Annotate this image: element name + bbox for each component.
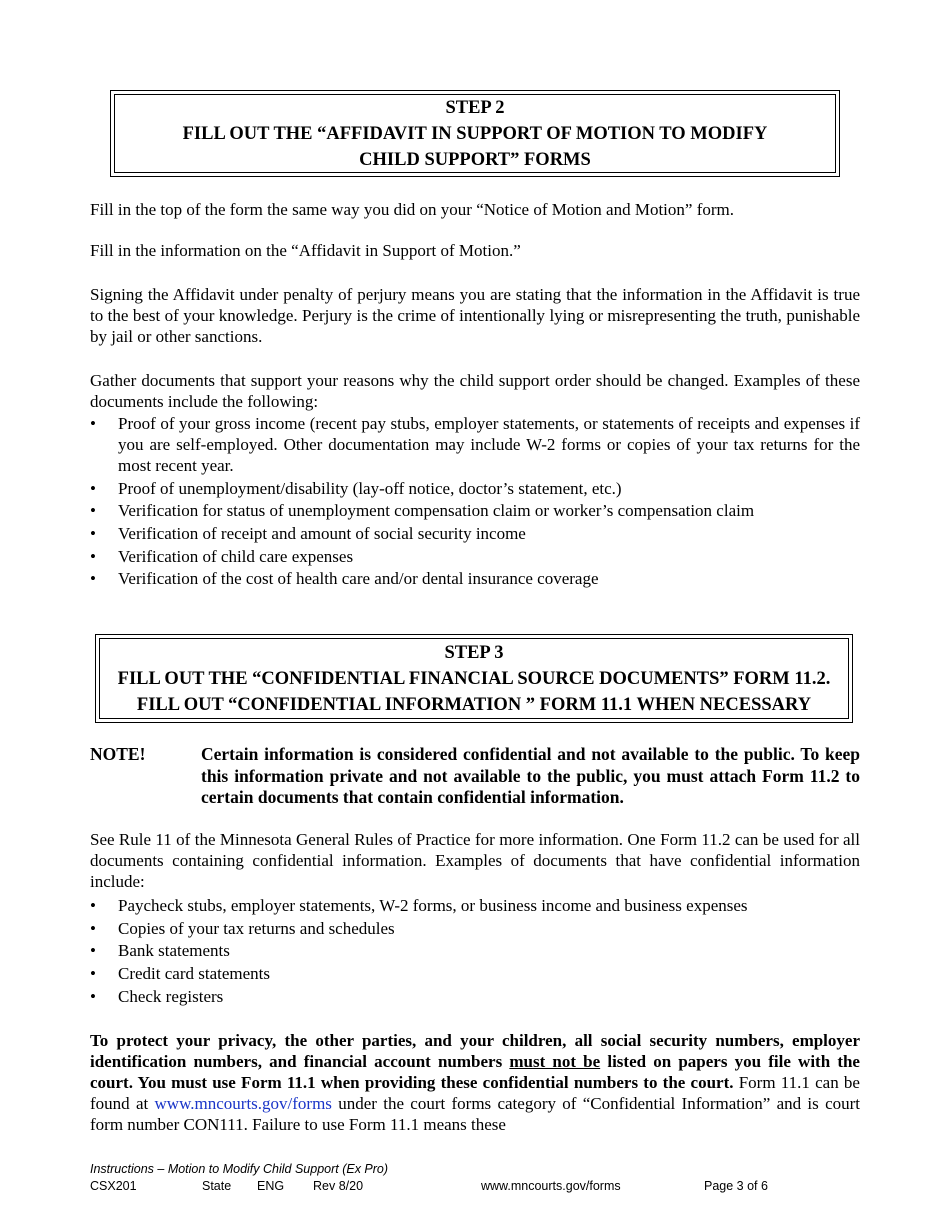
step2-title-line2: CHILD SUPPORT” FORMS [359, 149, 591, 170]
footer-code: CSX201 [90, 1179, 137, 1193]
paragraph-gather-documents: Gather documents that support your reasons why the child support order should be changed. Examples of these documents include the following: [90, 371, 860, 411]
bullet-icon: • [90, 941, 96, 961]
list-item: • Copies of your tax returns and schedules [90, 918, 395, 938]
step2-title-line1: FILL OUT THE “AFFIDAVIT IN SUPPORT OF MOTION TO MODIFY [182, 123, 768, 144]
bullet-icon: • [90, 896, 96, 915]
list-item: • Check registers [90, 986, 224, 1006]
bullet-icon: • [90, 569, 96, 589]
list-item: • Credit card statements [90, 964, 271, 984]
bullet-icon: • [90, 501, 96, 521]
privacy-bold-text: To protect your privacy, the other parties, and your children, all social security numbers, employer identification numbers, and financial account numbers [90, 1031, 860, 1071]
privacy-underlined-text: must not be [509, 1052, 601, 1071]
paragraph-fill-top: Fill in the top of the form the same way you did on your “Notice of Motion and Motion” form. [90, 200, 734, 219]
step2-box [110, 90, 840, 177]
paragraph-fill-info: Fill in the information on the “Affidavit in Support of Motion.” [90, 241, 521, 260]
confidential-documents-list [90, 895, 860, 1008]
supporting-documents-list [90, 413, 860, 591]
footer-state: State [202, 1179, 232, 1193]
step3-heading: STEP 3 [444, 642, 504, 663]
bullet-icon: • [90, 546, 96, 566]
step3-box [95, 634, 853, 723]
list-item: • Verification of child care expenses [90, 546, 354, 566]
footer-revision: Rev 8/20 [313, 1179, 364, 1193]
privacy-normal-text: Form 11.1 can be found at [90, 1073, 860, 1113]
footer-page-number: Page 3 of 6 [704, 1179, 768, 1193]
footer-title: Instructions – Motion to Modify Child Support (Ex Pro) [90, 1162, 389, 1176]
bullet-icon: • [90, 524, 96, 544]
footer-language: ENG [257, 1179, 285, 1193]
forms-link[interactable]: www.mncourts.gov/forms [154, 1094, 332, 1113]
list-item: • Paycheck stubs, employer statements, W-2 forms, or business income and business expenses [90, 896, 748, 915]
list-item: • Proof of your gross income (recent pay stubs, employer statements, or statements of receipts and expenses if you are self-employed. Other documentation may include W-2 forms or copies of your tax returns for the most recent year. [90, 414, 860, 475]
note-text: Certain information is considered confidential and not available to the public. To keep this information private and not available to the public, you must attach Form 11.2 to certain documents that contain confidential information. [201, 744, 860, 807]
list-item: • Verification for status of unemployment compensation claim or worker’s compensation claim [90, 501, 755, 521]
paragraph-perjury: Signing the Affidavit under penalty of perjury means you are stating that the information in the Affidavit is true to the best of your knowledge. Perjury is the crime of intentionally lying or misrepresenting the truth, punishable by jail or other sanctions. [90, 285, 860, 346]
privacy-bold-text-2: listed on papers you file with the court. You must use Form 11.1 when providing these confidential numbers to the court. [90, 1052, 860, 1092]
bullet-icon: • [90, 414, 96, 433]
step3-title-line2: FILL OUT “CONFIDENTIAL INFORMATION ” FORM 11.1 WHEN NECESSARY [136, 694, 812, 715]
note-label: NOTE! [90, 744, 146, 764]
list-item: • Verification of receipt and amount of social security income [90, 524, 526, 544]
bullet-icon: • [90, 478, 96, 498]
paragraph-privacy [90, 1030, 860, 1135]
footer-url: www.mncourts.gov/forms [481, 1179, 621, 1193]
bullet-icon: • [90, 918, 96, 938]
step3-title-line1: FILL OUT THE “CONFIDENTIAL FINANCIAL SOURCE DOCUMENTS” FORM 11.2. [117, 668, 831, 689]
list-item: • Verification of the cost of health care and/or dental insurance coverage [90, 569, 599, 589]
list-item: • Bank statements [90, 941, 230, 961]
bullet-icon: • [90, 964, 96, 984]
note-block [90, 744, 860, 809]
list-item: • Proof of unemployment/disability (lay-off notice, doctor’s statement, etc.) [90, 478, 622, 498]
paragraph-rule-11: See Rule 11 of the Minnesota General Rules of Practice for more information. One Form 11.2 can be used for all documents containing confidential information. Examples of documents that have confidential information include: [90, 830, 860, 891]
privacy-normal-text-2: under the court forms category of “Confidential Information” and is court form number CON111. Failure to use Form 11.1 means these [90, 1094, 860, 1134]
bullet-icon: • [90, 986, 96, 1006]
step2-heading: STEP 2 [445, 97, 505, 118]
